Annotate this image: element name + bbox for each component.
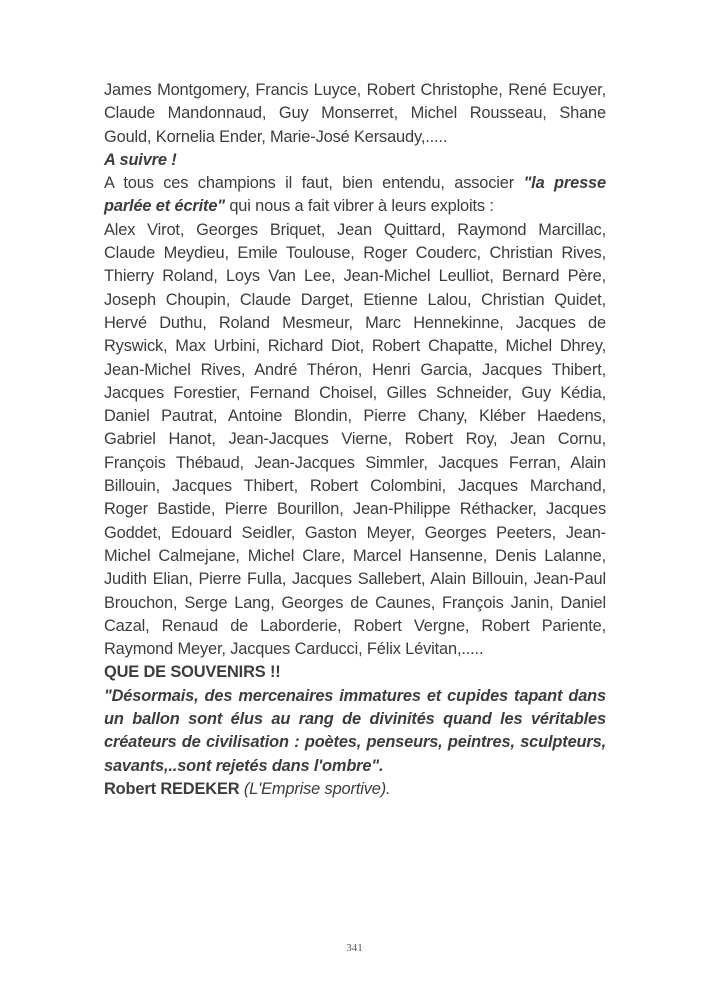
press-intro-emphasis: "la presse parlée et écrite" — [104, 174, 606, 216]
press-intro-text: A tous ces champions il faut, bien entendu, associer — [104, 174, 524, 193]
page-body — [104, 79, 606, 801]
press-intro-paragraph — [104, 172, 606, 219]
author-source: (L'Emprise sportive). — [239, 779, 391, 798]
quote-attribution — [104, 778, 606, 801]
redeker-quote: "Désormais, des mercenaires immatures et cupides tapant dans un ballon sont élus au rang de divinités quand les véritables créateurs de civilisation : poètes, penseurs, peintres, sculpteurs, savants,..sont rejetés dans l'ombre". — [104, 686, 606, 775]
champions-list-paragraph: James Montgomery, Francis Luyce, Robert Christophe, René Ecuyer, Claude Mandonnaud, Guy Monserret, Michel Rousseau, Shane Gould, Kornelia Ender, Marie-José Kersaudy,..... — [104, 81, 606, 146]
journalists-list-paragraph: Alex Virot, Georges Briquet, Jean Quittard, Raymond Marcillac, Claude Meydieu, Emile Toulouse, Roger Couderc, Christian Rives, Thierry Roland, Loys Van Lee, Jean-Michel Leulliot, Bernard Père, Joseph Choupin, Claude Darget, Etienne Lalou, Christian Quidet, Hervé Duthu, Roland Mesmeur, Marc Hennekinne, Jacques de Ryswick, Max Urbini, Richard Diot, Robert Chapatte, Michel Dhrey, Jean-Michel Rives, André Théron, Henri Garcia, Jacques Thibert, Jacques Forestier, Fernand Choisel, Gilles Schneider, Guy Kédia, Daniel Pautrat, Antoine Blondin, Pierre Chany, Kléber Haedens, Gabriel Hanot, Jean-Jacques Vierne, Robert Roy, Jean Cornu, François Thébaud, Jean-Jacques Simmler, Jacques Ferran, Alain Billouin, Jacques Thibert, Robert Colombini, Jacques Marchand, Roger Bastide, Pierre Bourillon, Jean-Philippe Réthacker, Jacques Goddet, Edouard Seidler, Gaston Meyer, Georges Peeters, Jean-Michel Calmejane, Michel Clare, Marcel Hansenne, Denis Lalanne, Judith Elian, Pierre Fulla, Jacques Sallebert, Alain Billouin, Jean-Paul Brouchon, Serge Lang, Georges de Caunes, François Janin, Daniel Cazal, Renaud de Laborderie, Robert Vergne, Robert Pariente, Raymond Meyer, Jacques Carducci, Félix Lévitan,..... — [104, 220, 606, 659]
souvenirs-heading: QUE DE SOUVENIRS !! — [104, 663, 281, 682]
page-number: 341 — [346, 942, 363, 954]
a-suivre-heading: A suivre ! — [104, 150, 177, 169]
author-name: Robert REDEKER — [104, 779, 240, 798]
press-intro-end: qui nous a fait vibrer à leurs exploits : — [224, 197, 494, 216]
